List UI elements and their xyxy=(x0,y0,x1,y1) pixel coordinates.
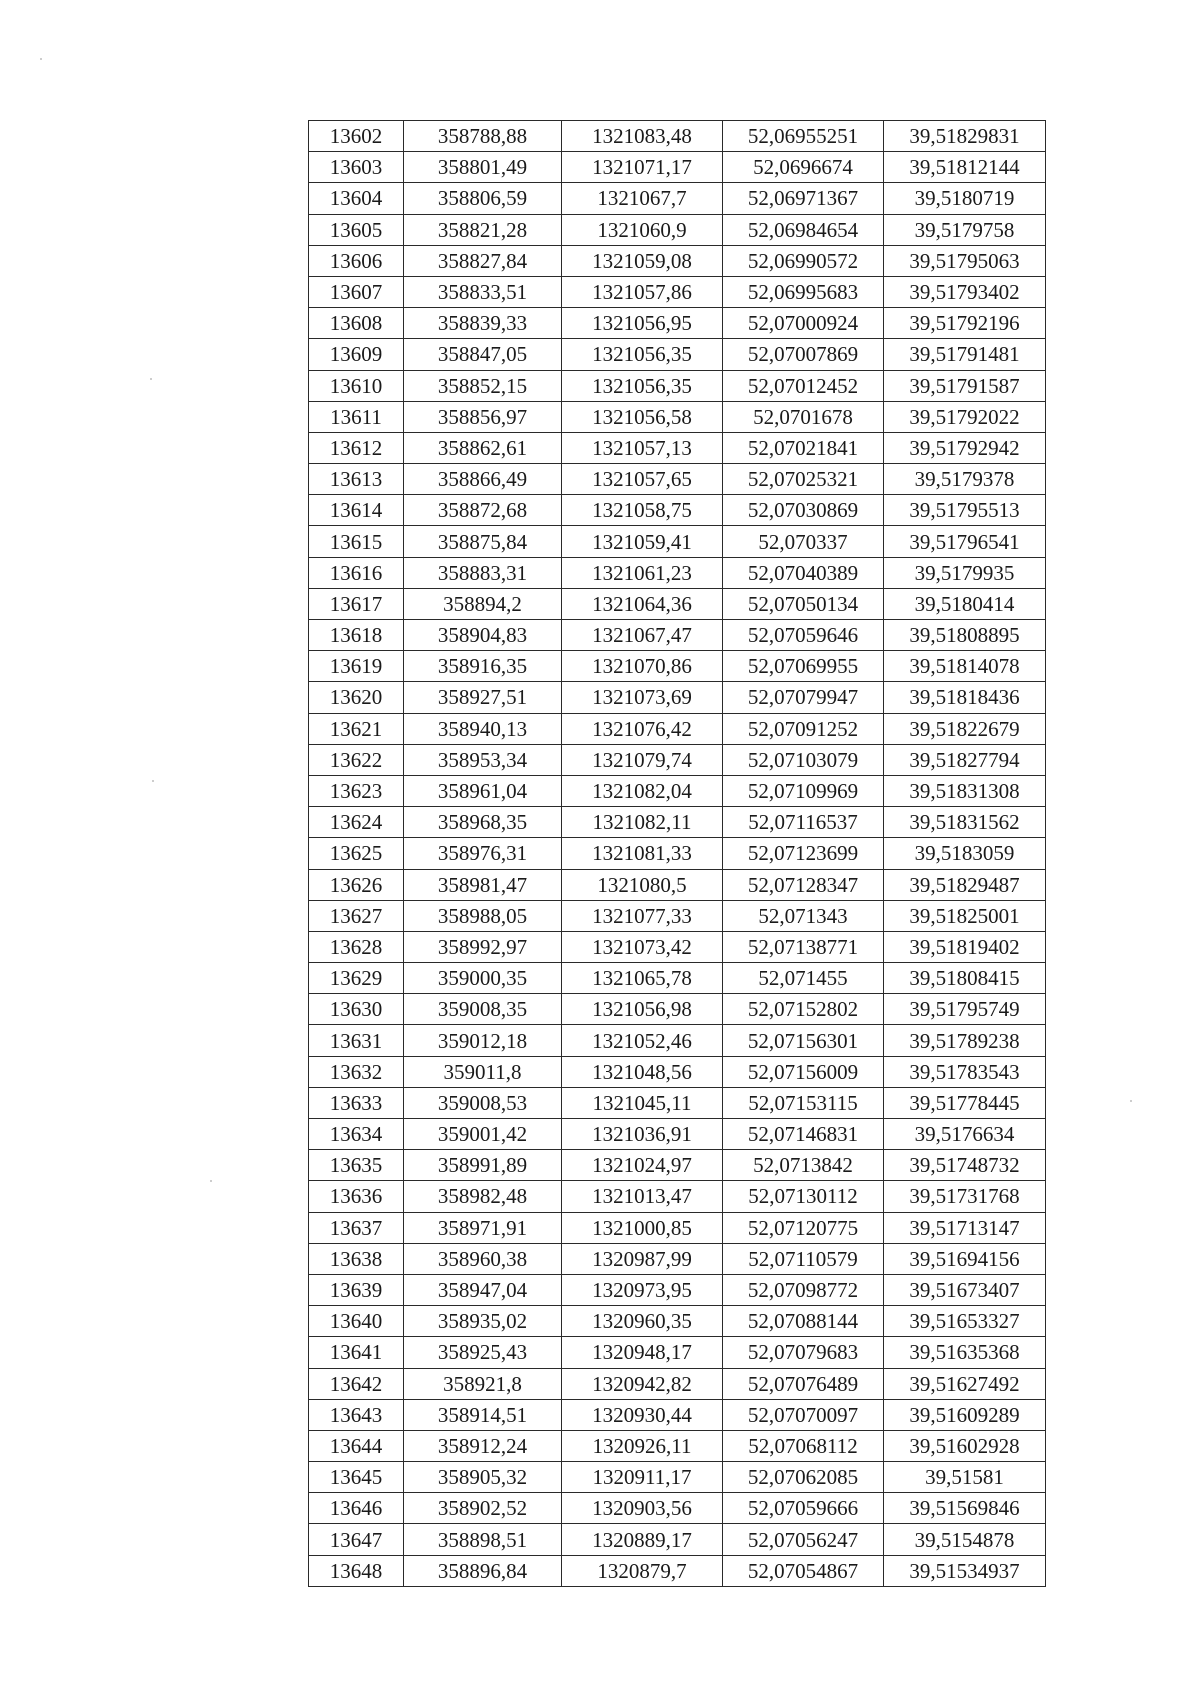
x-coordinate-cell: 358905,32 xyxy=(404,1462,562,1493)
table-row xyxy=(309,1462,1046,1493)
table-row xyxy=(309,276,1046,307)
table-row xyxy=(309,1524,1046,1555)
table-row xyxy=(309,1119,1046,1150)
latitude-cell: 52,06984654 xyxy=(723,214,884,245)
x-coordinate-cell: 358894,2 xyxy=(404,588,562,619)
table-row xyxy=(309,1368,1046,1399)
table-row xyxy=(309,1430,1046,1461)
y-coordinate-cell: 1320960,35 xyxy=(562,1306,723,1337)
y-coordinate-cell: 1321056,58 xyxy=(562,401,723,432)
point-number-cell: 13610 xyxy=(309,370,404,401)
x-coordinate-cell: 358875,84 xyxy=(404,526,562,557)
longitude-cell: 39,5176634 xyxy=(884,1119,1046,1150)
longitude-cell: 39,5180414 xyxy=(884,588,1046,619)
coordinates-table xyxy=(308,120,1046,1587)
latitude-cell: 52,071455 xyxy=(723,963,884,994)
longitude-cell: 39,5179758 xyxy=(884,214,1046,245)
latitude-cell: 52,07079683 xyxy=(723,1337,884,1368)
point-number-cell: 13635 xyxy=(309,1150,404,1181)
table-row xyxy=(309,963,1046,994)
point-number-cell: 13607 xyxy=(309,276,404,307)
x-coordinate-cell: 359000,35 xyxy=(404,963,562,994)
latitude-cell: 52,0701678 xyxy=(723,401,884,432)
latitude-cell: 52,07062085 xyxy=(723,1462,884,1493)
table-row xyxy=(309,620,1046,651)
point-number-cell: 13602 xyxy=(309,121,404,152)
y-coordinate-cell: 1320889,17 xyxy=(562,1524,723,1555)
longitude-cell: 39,51789238 xyxy=(884,1025,1046,1056)
point-number-cell: 13629 xyxy=(309,963,404,994)
y-coordinate-cell: 1321057,86 xyxy=(562,276,723,307)
point-number-cell: 13623 xyxy=(309,775,404,806)
table-row xyxy=(309,214,1046,245)
latitude-cell: 52,07091252 xyxy=(723,713,884,744)
latitude-cell: 52,07021841 xyxy=(723,432,884,463)
point-number-cell: 13622 xyxy=(309,744,404,775)
x-coordinate-cell: 358898,51 xyxy=(404,1524,562,1555)
longitude-cell: 39,51748732 xyxy=(884,1150,1046,1181)
longitude-cell: 39,51791481 xyxy=(884,339,1046,370)
point-number-cell: 13618 xyxy=(309,620,404,651)
y-coordinate-cell: 1320926,11 xyxy=(562,1430,723,1461)
table-row xyxy=(309,464,1046,495)
table-row xyxy=(309,495,1046,526)
longitude-cell: 39,51831562 xyxy=(884,807,1046,838)
point-number-cell: 13647 xyxy=(309,1524,404,1555)
x-coordinate-cell: 358839,33 xyxy=(404,308,562,339)
x-coordinate-cell: 358916,35 xyxy=(404,651,562,682)
y-coordinate-cell: 1321067,47 xyxy=(562,620,723,651)
latitude-cell: 52,07130112 xyxy=(723,1181,884,1212)
y-coordinate-cell: 1321079,74 xyxy=(562,744,723,775)
longitude-cell: 39,51795749 xyxy=(884,994,1046,1025)
x-coordinate-cell: 358921,8 xyxy=(404,1368,562,1399)
y-coordinate-cell: 1321076,42 xyxy=(562,713,723,744)
table-row xyxy=(309,1056,1046,1087)
y-coordinate-cell: 1321000,85 xyxy=(562,1212,723,1243)
y-coordinate-cell: 1320942,82 xyxy=(562,1368,723,1399)
longitude-cell: 39,51808415 xyxy=(884,963,1046,994)
table-row xyxy=(309,183,1046,214)
y-coordinate-cell: 1320973,95 xyxy=(562,1274,723,1305)
y-coordinate-cell: 1321060,9 xyxy=(562,214,723,245)
longitude-cell: 39,5179378 xyxy=(884,464,1046,495)
longitude-cell: 39,51829487 xyxy=(884,869,1046,900)
longitude-cell: 39,51795513 xyxy=(884,495,1046,526)
longitude-cell: 39,51796541 xyxy=(884,526,1046,557)
x-coordinate-cell: 358862,61 xyxy=(404,432,562,463)
x-coordinate-cell: 358960,38 xyxy=(404,1243,562,1274)
y-coordinate-cell: 1321083,48 xyxy=(562,121,723,152)
table-row xyxy=(309,245,1046,276)
longitude-cell: 39,51831308 xyxy=(884,775,1046,806)
latitude-cell: 52,07103079 xyxy=(723,744,884,775)
latitude-cell: 52,07152802 xyxy=(723,994,884,1025)
x-coordinate-cell: 358961,04 xyxy=(404,775,562,806)
longitude-cell: 39,51778445 xyxy=(884,1087,1046,1118)
longitude-cell: 39,51792942 xyxy=(884,432,1046,463)
table-row xyxy=(309,1399,1046,1430)
x-coordinate-cell: 358914,51 xyxy=(404,1399,562,1430)
y-coordinate-cell: 1321056,98 xyxy=(562,994,723,1025)
table-row xyxy=(309,651,1046,682)
longitude-cell: 39,51627492 xyxy=(884,1368,1046,1399)
latitude-cell: 52,07050134 xyxy=(723,588,884,619)
y-coordinate-cell: 1321081,33 xyxy=(562,838,723,869)
latitude-cell: 52,07098772 xyxy=(723,1274,884,1305)
y-coordinate-cell: 1321061,23 xyxy=(562,557,723,588)
point-number-cell: 13631 xyxy=(309,1025,404,1056)
point-number-cell: 13609 xyxy=(309,339,404,370)
y-coordinate-cell: 1321071,17 xyxy=(562,152,723,183)
x-coordinate-cell: 358982,48 xyxy=(404,1181,562,1212)
longitude-cell: 39,51791587 xyxy=(884,370,1046,401)
latitude-cell: 52,07056247 xyxy=(723,1524,884,1555)
y-coordinate-cell: 1321056,35 xyxy=(562,370,723,401)
longitude-cell: 39,51812144 xyxy=(884,152,1046,183)
x-coordinate-cell: 359008,35 xyxy=(404,994,562,1025)
x-coordinate-cell: 358940,13 xyxy=(404,713,562,744)
y-coordinate-cell: 1321024,97 xyxy=(562,1150,723,1181)
point-number-cell: 13615 xyxy=(309,526,404,557)
x-coordinate-cell: 358953,34 xyxy=(404,744,562,775)
longitude-cell: 39,51581 xyxy=(884,1462,1046,1493)
latitude-cell: 52,070337 xyxy=(723,526,884,557)
y-coordinate-cell: 1321036,91 xyxy=(562,1119,723,1150)
point-number-cell: 13611 xyxy=(309,401,404,432)
table-row xyxy=(309,401,1046,432)
x-coordinate-cell: 358971,91 xyxy=(404,1212,562,1243)
point-number-cell: 13604 xyxy=(309,183,404,214)
x-coordinate-cell: 358991,89 xyxy=(404,1150,562,1181)
point-number-cell: 13648 xyxy=(309,1555,404,1586)
latitude-cell: 52,07030869 xyxy=(723,495,884,526)
y-coordinate-cell: 1321080,5 xyxy=(562,869,723,900)
point-number-cell: 13634 xyxy=(309,1119,404,1150)
latitude-cell: 52,07068112 xyxy=(723,1430,884,1461)
x-coordinate-cell: 358852,15 xyxy=(404,370,562,401)
table-row xyxy=(309,152,1046,183)
point-number-cell: 13625 xyxy=(309,838,404,869)
latitude-cell: 52,07007869 xyxy=(723,339,884,370)
table-row xyxy=(309,931,1046,962)
y-coordinate-cell: 1321058,75 xyxy=(562,495,723,526)
longitude-cell: 39,5154878 xyxy=(884,1524,1046,1555)
coordinates-table-body xyxy=(309,121,1046,1587)
y-coordinate-cell: 1320930,44 xyxy=(562,1399,723,1430)
latitude-cell: 52,06995683 xyxy=(723,276,884,307)
longitude-cell: 39,51793402 xyxy=(884,276,1046,307)
point-number-cell: 13644 xyxy=(309,1430,404,1461)
x-coordinate-cell: 358847,05 xyxy=(404,339,562,370)
table-row xyxy=(309,838,1046,869)
x-coordinate-cell: 358904,83 xyxy=(404,620,562,651)
y-coordinate-cell: 1321064,36 xyxy=(562,588,723,619)
x-coordinate-cell: 358968,35 xyxy=(404,807,562,838)
table-row xyxy=(309,1555,1046,1586)
y-coordinate-cell: 1321067,7 xyxy=(562,183,723,214)
scan-speck xyxy=(40,58,42,60)
table-row xyxy=(309,775,1046,806)
table-row xyxy=(309,1181,1046,1212)
longitude-cell: 39,51534937 xyxy=(884,1555,1046,1586)
longitude-cell: 39,51829831 xyxy=(884,121,1046,152)
table-row xyxy=(309,807,1046,838)
latitude-cell: 52,06955251 xyxy=(723,121,884,152)
latitude-cell: 52,07120775 xyxy=(723,1212,884,1243)
longitude-cell: 39,5179935 xyxy=(884,557,1046,588)
x-coordinate-cell: 358935,02 xyxy=(404,1306,562,1337)
latitude-cell: 52,071343 xyxy=(723,900,884,931)
latitude-cell: 52,07153115 xyxy=(723,1087,884,1118)
latitude-cell: 52,07123699 xyxy=(723,838,884,869)
point-number-cell: 13616 xyxy=(309,557,404,588)
y-coordinate-cell: 1321065,78 xyxy=(562,963,723,994)
latitude-cell: 52,07116537 xyxy=(723,807,884,838)
y-coordinate-cell: 1321056,95 xyxy=(562,308,723,339)
table-row xyxy=(309,1493,1046,1524)
scan-speck xyxy=(152,780,154,782)
table-row xyxy=(309,1212,1046,1243)
y-coordinate-cell: 1321073,42 xyxy=(562,931,723,962)
longitude-cell: 39,51569846 xyxy=(884,1493,1046,1524)
x-coordinate-cell: 358856,97 xyxy=(404,401,562,432)
point-number-cell: 13605 xyxy=(309,214,404,245)
longitude-cell: 39,51814078 xyxy=(884,651,1046,682)
table-row xyxy=(309,1306,1046,1337)
y-coordinate-cell: 1321056,35 xyxy=(562,339,723,370)
latitude-cell: 52,06971367 xyxy=(723,183,884,214)
scan-speck xyxy=(1130,1100,1132,1102)
longitude-cell: 39,51609289 xyxy=(884,1399,1046,1430)
y-coordinate-cell: 1321073,69 xyxy=(562,682,723,713)
table-row xyxy=(309,557,1046,588)
point-number-cell: 13606 xyxy=(309,245,404,276)
latitude-cell: 52,07069955 xyxy=(723,651,884,682)
table-row xyxy=(309,744,1046,775)
longitude-cell: 39,51792196 xyxy=(884,308,1046,339)
longitude-cell: 39,51653327 xyxy=(884,1306,1046,1337)
point-number-cell: 13627 xyxy=(309,900,404,931)
longitude-cell: 39,51792022 xyxy=(884,401,1046,432)
point-number-cell: 13640 xyxy=(309,1306,404,1337)
x-coordinate-cell: 358788,88 xyxy=(404,121,562,152)
y-coordinate-cell: 1320903,56 xyxy=(562,1493,723,1524)
point-number-cell: 13637 xyxy=(309,1212,404,1243)
longitude-cell: 39,51731768 xyxy=(884,1181,1046,1212)
longitude-cell: 39,5183059 xyxy=(884,838,1046,869)
point-number-cell: 13613 xyxy=(309,464,404,495)
table-row xyxy=(309,308,1046,339)
table-row xyxy=(309,1243,1046,1274)
x-coordinate-cell: 358827,84 xyxy=(404,245,562,276)
y-coordinate-cell: 1321070,86 xyxy=(562,651,723,682)
y-coordinate-cell: 1321082,04 xyxy=(562,775,723,806)
point-number-cell: 13608 xyxy=(309,308,404,339)
y-coordinate-cell: 1321059,08 xyxy=(562,245,723,276)
x-coordinate-cell: 359011,8 xyxy=(404,1056,562,1087)
longitude-cell: 39,51827794 xyxy=(884,744,1046,775)
longitude-cell: 39,5180719 xyxy=(884,183,1046,214)
table-row xyxy=(309,588,1046,619)
table-row xyxy=(309,900,1046,931)
table-row xyxy=(309,682,1046,713)
point-number-cell: 13636 xyxy=(309,1181,404,1212)
point-number-cell: 13612 xyxy=(309,432,404,463)
point-number-cell: 13617 xyxy=(309,588,404,619)
x-coordinate-cell: 358801,49 xyxy=(404,152,562,183)
longitude-cell: 39,51673407 xyxy=(884,1274,1046,1305)
table-row xyxy=(309,339,1046,370)
y-coordinate-cell: 1320879,7 xyxy=(562,1555,723,1586)
y-coordinate-cell: 1321059,41 xyxy=(562,526,723,557)
latitude-cell: 52,07110579 xyxy=(723,1243,884,1274)
longitude-cell: 39,51635368 xyxy=(884,1337,1046,1368)
x-coordinate-cell: 358883,31 xyxy=(404,557,562,588)
x-coordinate-cell: 359008,53 xyxy=(404,1087,562,1118)
point-number-cell: 13619 xyxy=(309,651,404,682)
latitude-cell: 52,0713842 xyxy=(723,1150,884,1181)
x-coordinate-cell: 358902,52 xyxy=(404,1493,562,1524)
y-coordinate-cell: 1320948,17 xyxy=(562,1337,723,1368)
x-coordinate-cell: 358872,68 xyxy=(404,495,562,526)
x-coordinate-cell: 358947,04 xyxy=(404,1274,562,1305)
point-number-cell: 13603 xyxy=(309,152,404,183)
latitude-cell: 52,07012452 xyxy=(723,370,884,401)
longitude-cell: 39,51825001 xyxy=(884,900,1046,931)
latitude-cell: 52,07128347 xyxy=(723,869,884,900)
y-coordinate-cell: 1321052,46 xyxy=(562,1025,723,1056)
table-row xyxy=(309,869,1046,900)
point-number-cell: 13620 xyxy=(309,682,404,713)
point-number-cell: 13643 xyxy=(309,1399,404,1430)
point-number-cell: 13646 xyxy=(309,1493,404,1524)
x-coordinate-cell: 358988,05 xyxy=(404,900,562,931)
latitude-cell: 52,07070097 xyxy=(723,1399,884,1430)
table-row xyxy=(309,1150,1046,1181)
table-row xyxy=(309,994,1046,1025)
point-number-cell: 13626 xyxy=(309,869,404,900)
y-coordinate-cell: 1320911,17 xyxy=(562,1462,723,1493)
point-number-cell: 13630 xyxy=(309,994,404,1025)
latitude-cell: 52,07000924 xyxy=(723,308,884,339)
latitude-cell: 52,0696674 xyxy=(723,152,884,183)
longitude-cell: 39,51713147 xyxy=(884,1212,1046,1243)
latitude-cell: 52,07088144 xyxy=(723,1306,884,1337)
x-coordinate-cell: 358992,97 xyxy=(404,931,562,962)
longitude-cell: 39,51602928 xyxy=(884,1430,1046,1461)
y-coordinate-cell: 1321057,13 xyxy=(562,432,723,463)
longitude-cell: 39,51783543 xyxy=(884,1056,1046,1087)
x-coordinate-cell: 358976,31 xyxy=(404,838,562,869)
point-number-cell: 13642 xyxy=(309,1368,404,1399)
latitude-cell: 52,07059646 xyxy=(723,620,884,651)
point-number-cell: 13645 xyxy=(309,1462,404,1493)
x-coordinate-cell: 358821,28 xyxy=(404,214,562,245)
point-number-cell: 13621 xyxy=(309,713,404,744)
y-coordinate-cell: 1321048,56 xyxy=(562,1056,723,1087)
latitude-cell: 52,07156009 xyxy=(723,1056,884,1087)
y-coordinate-cell: 1320987,99 xyxy=(562,1243,723,1274)
latitude-cell: 52,07079947 xyxy=(723,682,884,713)
x-coordinate-cell: 358981,47 xyxy=(404,869,562,900)
latitude-cell: 52,07059666 xyxy=(723,1493,884,1524)
latitude-cell: 52,07146831 xyxy=(723,1119,884,1150)
table-row xyxy=(309,713,1046,744)
y-coordinate-cell: 1321013,47 xyxy=(562,1181,723,1212)
table-row xyxy=(309,1274,1046,1305)
table-row xyxy=(309,526,1046,557)
longitude-cell: 39,51795063 xyxy=(884,245,1046,276)
table-row xyxy=(309,1337,1046,1368)
x-coordinate-cell: 358925,43 xyxy=(404,1337,562,1368)
table-row xyxy=(309,1087,1046,1118)
point-number-cell: 13638 xyxy=(309,1243,404,1274)
latitude-cell: 52,07156301 xyxy=(723,1025,884,1056)
latitude-cell: 52,07040389 xyxy=(723,557,884,588)
x-coordinate-cell: 358806,59 xyxy=(404,183,562,214)
latitude-cell: 52,07054867 xyxy=(723,1555,884,1586)
point-number-cell: 13639 xyxy=(309,1274,404,1305)
latitude-cell: 52,07109969 xyxy=(723,775,884,806)
latitude-cell: 52,07138771 xyxy=(723,931,884,962)
x-coordinate-cell: 359001,42 xyxy=(404,1119,562,1150)
latitude-cell: 52,06990572 xyxy=(723,245,884,276)
y-coordinate-cell: 1321082,11 xyxy=(562,807,723,838)
longitude-cell: 39,51694156 xyxy=(884,1243,1046,1274)
scan-speck xyxy=(150,378,152,380)
point-number-cell: 13614 xyxy=(309,495,404,526)
longitude-cell: 39,51822679 xyxy=(884,713,1046,744)
table-row xyxy=(309,1025,1046,1056)
longitude-cell: 39,51819402 xyxy=(884,931,1046,962)
longitude-cell: 39,51808895 xyxy=(884,620,1046,651)
point-number-cell: 13633 xyxy=(309,1087,404,1118)
latitude-cell: 52,07025321 xyxy=(723,464,884,495)
x-coordinate-cell: 358896,84 xyxy=(404,1555,562,1586)
latitude-cell: 52,07076489 xyxy=(723,1368,884,1399)
x-coordinate-cell: 359012,18 xyxy=(404,1025,562,1056)
table-row xyxy=(309,432,1046,463)
table-row xyxy=(309,121,1046,152)
scan-speck xyxy=(210,1180,212,1182)
point-number-cell: 13641 xyxy=(309,1337,404,1368)
point-number-cell: 13624 xyxy=(309,807,404,838)
x-coordinate-cell: 358927,51 xyxy=(404,682,562,713)
x-coordinate-cell: 358833,51 xyxy=(404,276,562,307)
point-number-cell: 13632 xyxy=(309,1056,404,1087)
y-coordinate-cell: 1321057,65 xyxy=(562,464,723,495)
y-coordinate-cell: 1321077,33 xyxy=(562,900,723,931)
point-number-cell: 13628 xyxy=(309,931,404,962)
x-coordinate-cell: 358866,49 xyxy=(404,464,562,495)
table-row xyxy=(309,370,1046,401)
x-coordinate-cell: 358912,24 xyxy=(404,1430,562,1461)
y-coordinate-cell: 1321045,11 xyxy=(562,1087,723,1118)
longitude-cell: 39,51818436 xyxy=(884,682,1046,713)
